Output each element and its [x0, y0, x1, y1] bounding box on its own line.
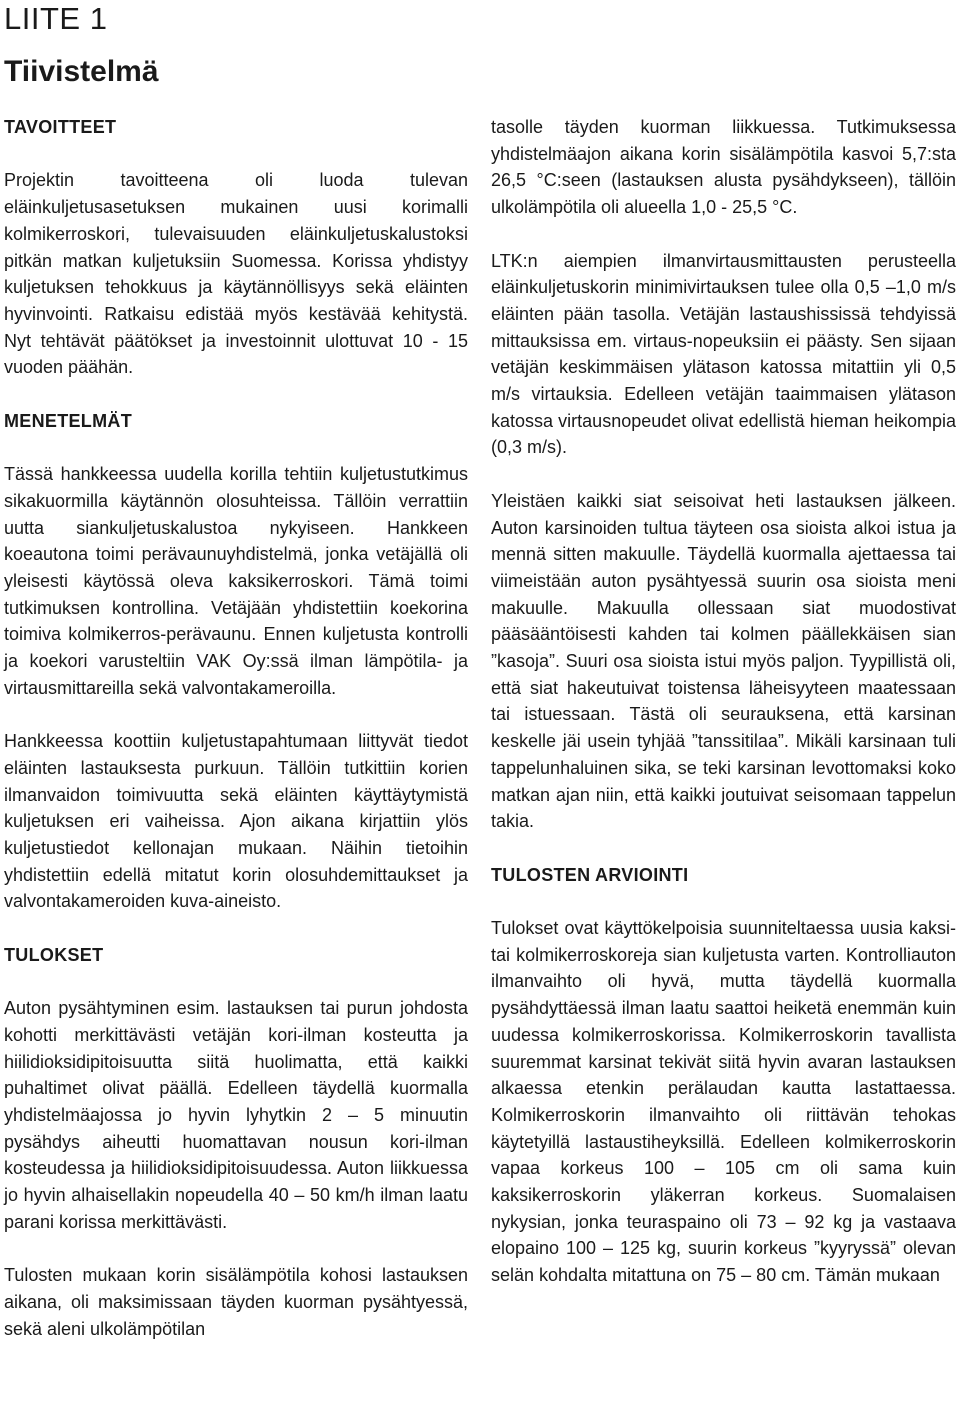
paragraph-tulokset-2: Tulosten mukaan korin sisälämpötila kohosi lastauksen aikana, oli maksimissaan täyden kuorman pysähtyessä, sekä aleni ulkolämpötilan — [4, 1265, 468, 1339]
page-title: Tiivistelmä — [4, 55, 159, 88]
paragraph-tulokset-3: tasolle täyden kuorman liikkuessa. Tutkimuksessa yhdistelmäajon aikana korin sisälämpötila kasvoi 5,7:sta 26,5 °C:seen (lastauksen alusta pysähdykseen), tällöin ulkolämpötila oli alueella 1,0 - 25,5 °C. — [491, 117, 956, 218]
appendix-label: LIITE 1 — [4, 1, 108, 36]
paragraph-tulokset-4: LTK:n aiempien ilmanvirtausmittausten perusteella eläinkuljetuskorin minimivirtauksen tulee olla 0,5 –1,0 m/s eläinten pään tasolla. Vetäjän lastaushississä tehdyissä mittauksissa em. virtaus-nopeuksiin ei päästy. Sen sijaan vetäjän keskimmäisen ylätason katossa mitattiin yli 0,5 m/s virtauksia. Edelleen vetäjän taaimmaisen ylätason katossa virtausnopeudet olivat edellistä hieman heikompia (0,3 m/s). — [491, 250, 956, 458]
paragraph-menetelmat-2: Hankkeessa koottiin kuljetustapahtumaan liittyvät tiedot eläinten lastauksesta purkuun. Tällöin tutkittiin korien ilmanvaidon toimivuutta sekä eläinten käyttäytymistä kuljetuksen eri vaiheissa. Ajon aikana kirjattiin ylös kuljetustiedot kellonajan mukaan. Näihin tietoihin yhdistettiin edellä mitatut korin olosuhdemittaukset ja valvontakameroiden kuva-aineisto. — [4, 731, 468, 912]
right-column — [491, 114, 956, 1289]
section-heading-arviointi: TULOSTEN ARVIOINTI — [491, 864, 689, 885]
section-heading-menetelmat: MENETELMÄT — [4, 410, 132, 431]
paragraph-arviointi: Tulokset ovat käyttökelpoisia suunniteltaessa uusia kaksi- tai kolmikerroskoreja sian kuljetusta varten. Kontrolliauton ilmanvaihto oli hyvä, mutta täydellä kuormalla pysähdyttäessä ilman laatu saattoi heiketä enemmän kuin uudessa kolmikerroskorissa. Kolmikerroskorin tavallista suuremmat karsinat tekivät siitä hyvin avaran lastauksen alkaessa etenkin perälaudan kautta lastattaessa. Kolmikerroskorin ilmanvaihto oli riittävän tehokas käytetyillä lastaustiheyksillä. Edelleen kolmikerroskorin vapaa korkeus 100 – 105 cm oli sama kuin kaksikerroskorin yläkerran korkeus. Suomalaisen nykysian, jonka teuraspaino oli 73 – 92 kg ja vastaava elopaino 100 – 125 kg, suurin korkeus ”kyyryssä” olevan selän kohdalta mitattuna on 75 – 80 cm. Tämän mukaan — [491, 918, 956, 1286]
left-column — [4, 114, 468, 1342]
paragraph-menetelmat-1: Tässä hankkeessa uudella korilla tehtiin kuljetustutkimus sikakuormilla käytännön olosuhteissa. Tällöin verrattiin uutta siankuljetuskalustoa nykyiseen. Hankkeen koeautona toimi perävaunuyhdistelmä, jonka vetäjällä oli yleisesti käytössä oleva kaksikerroskori. Tämä toimi tutkimuksen kontrollina. Vetäjään yhdistettiin koekorina toimiva kolmikerros-perävaunu. Ennen kuljetusta kontrolli ja koekori varusteltiin VAK Oy:ssä ilman lämpötila- ja virtausmittareilla sekä valvontakameroilla. — [4, 464, 468, 698]
section-heading-tavoitteet: TAVOITTEET — [4, 117, 117, 137]
paragraph-tulokset-5: Yleistäen kaikki siat seisoivat heti lastauksen jälkeen. Auton karsinoiden tultua täyteen osa sioista alkoi istua ja mennä sitten makuulle. Täydellä kuormalla ajettaessa tai viimeistään auton pysähtyessä suurin osa sioista meni makuulle. Makuulla ollessaan siat muodostivat pääsääntöisesti kahden tai kolmen päällekkäisen sian ”kasoja”. Suuri osa sioista istui myös paljon. Tyypillistä oli, että siat hakeutuivat toistensa läheisyyteen maatessaan tai istuessaan. Tästä oli seurauksena, että karsinan keskelle jäi usein tyhjää ”tanssitilaa”. Mikäli karsinaan tuli tappelunhaluinen sika, se teki karsinan levottomaksi koko matkan ajan niin, että kaikki joutuivat seisomaan tappelun takia. — [491, 490, 956, 832]
paragraph-tulokset-1: Auton pysähtyminen esim. lastauksen tai purun johdosta kohotti merkittävästi vetäjän kori-ilman kosteutta ja hiilidioksidipitoisuutta siitä huolimatta, että kaikki puhaltimet olivat päällä. Edelleen täydellä kuormalla yhdistelmäajossa jo hyvin lyhytkin 2 – 5 minuutin pysähdys aiheutti huomattavan nousun kori-ilman kosteudessa ja hiilidioksidipitoisuudessa. Auton liikkuessa jo hyvin alhaisellakin nopeudella 40 – 50 km/h ilman laatu parani korissa merkittävästi. — [4, 998, 468, 1232]
paragraph-tavoitteet: Projektin tavoitteena oli luoda tulevan eläinkuljetusasetuksen mukainen uusi korimalli kolmikerroskori, tulevaisuuden eläinkuljetuskalustoksi pitkän matkan kuljetuksiin Suomessa. Korissa yhdistyy kuljetuksen tehokkuus ja käytännöllisyys sekä eläinten hyvinvointi. Ratkaisu edistää myös kestävää kehitystä. Nyt tehtävät päätökset ja investoinnit ulottuvat 10 - 15 vuoden päähän. — [4, 170, 468, 378]
section-heading-tulokset: TULOKSET — [4, 944, 104, 965]
